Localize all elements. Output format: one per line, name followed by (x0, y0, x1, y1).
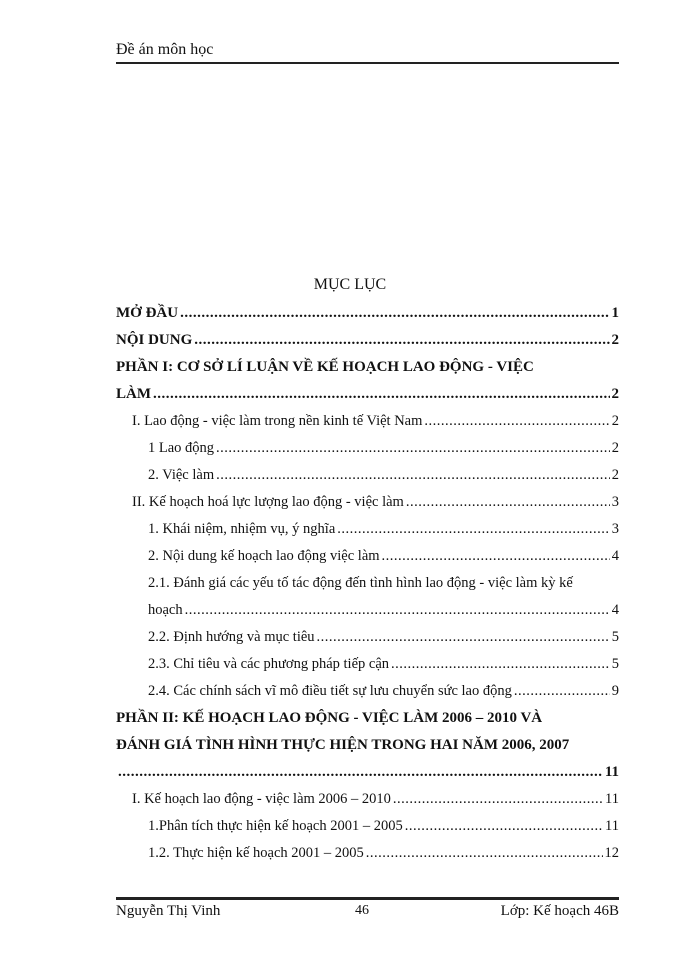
toc-entry-label-line1: PHẦN I: CƠ SỞ LÍ LUẬN VỀ KẾ HOẠCH LAO ĐỘNG - VIỆC (116, 359, 534, 375)
dot-leader (216, 435, 610, 462)
toc-entry-page: 3 (611, 521, 619, 537)
toc-entry-p1-i-2[interactable] (116, 462, 619, 489)
toc-entry-label: NỘI DUNG (116, 332, 193, 348)
toc-entry-p1-ii-1[interactable] (116, 516, 619, 543)
toc-entry-label-line1: 2.1. Đánh giá các yếu tố tác động đến tình hình lao động - việc làm kỳ kế (148, 575, 573, 591)
dot-leader (153, 381, 610, 408)
toc-entry-label: II. Kế hoạch hoá lực lượng lao động - việc làm (132, 494, 404, 510)
table-of-contents (116, 300, 619, 867)
dot-leader (391, 651, 610, 678)
toc-entry-p1-ii-2-4[interactable] (116, 678, 619, 705)
dot-leader (406, 489, 610, 516)
toc-entry-page: 4 (611, 548, 619, 564)
dot-leader (185, 597, 610, 624)
toc-entry-page: 2 (611, 386, 619, 402)
toc-entry-page: 11 (605, 818, 619, 834)
dot-leader (180, 300, 609, 327)
toc-entry-noi-dung[interactable] (116, 327, 619, 354)
footer-page-number: 46 (355, 903, 369, 918)
toc-entry-label-line2: ĐÁNH GIÁ TÌNH HÌNH THỰC HIỆN TRONG HAI NĂM 2006, 2007 (116, 737, 570, 753)
toc-entry-label: 1.2. Thực hiện kế hoạch 2001 – 2005 (148, 845, 364, 861)
toc-entry-p1-ii-2-3[interactable] (116, 651, 619, 678)
toc-entry-page: 2 (611, 467, 619, 483)
toc-title: MỤC LỤC (313, 276, 387, 293)
toc-entry-label: MỞ ĐẦU (116, 305, 179, 321)
toc-entry-page: 2 (611, 440, 619, 456)
toc-entry-p1-ii-2-1[interactable] (116, 570, 619, 624)
toc-entry-p2-i[interactable] (116, 786, 619, 813)
dot-leader (118, 759, 603, 786)
toc-entry-p1-ii-2-2[interactable] (116, 624, 619, 651)
toc-entry-phan-1[interactable] (116, 354, 619, 408)
toc-entry-label-line1: PHẦN II: KẾ HOẠCH LAO ĐỘNG - VIỆC LÀM 2006 – 2010 VÀ (116, 710, 543, 726)
dot-leader (393, 786, 603, 813)
toc-entry-p1-ii[interactable] (116, 489, 619, 516)
toc-entry-label: 2.4. Các chính sách vĩ mô điều tiết sự lưu chuyển sức lao động (148, 683, 512, 699)
toc-entry-page: 2 (611, 332, 619, 348)
toc-entry-mo-dau[interactable] (116, 300, 619, 327)
toc-entry-label-line2: LÀM (116, 386, 151, 402)
footer-author: Nguyễn Thị Vinh (116, 903, 221, 919)
toc-entry-page: 3 (611, 494, 619, 510)
toc-entry-label: 2. Nội dung kế hoạch lao động việc làm (148, 548, 380, 564)
toc-entry-page: 12 (604, 845, 619, 861)
dot-leader (405, 813, 603, 840)
toc-entry-page: 5 (611, 656, 619, 672)
toc-entry-label: I. Lao động - việc làm trong nền kinh tế Việt Nam (132, 413, 423, 429)
toc-entry-page: 2 (611, 413, 619, 429)
footer-class: Lớp: Kế hoạch 46B (500, 903, 619, 919)
toc-entry-label: I. Kế hoạch lao động - việc làm 2006 – 2010 (132, 791, 391, 807)
toc-entry-label: 1. Khái niệm, nhiệm vụ, ý nghĩa (148, 521, 336, 537)
toc-entry-p1-i[interactable] (116, 408, 619, 435)
dot-leader (366, 840, 603, 867)
toc-entry-p1-i-1[interactable] (116, 435, 619, 462)
toc-entry-page: 1 (611, 305, 619, 321)
dot-leader (514, 678, 610, 705)
header-divider (116, 62, 619, 64)
dot-leader (216, 462, 610, 489)
toc-entry-phan-2[interactable] (116, 705, 619, 786)
dot-leader (424, 408, 609, 435)
toc-entry-page: 11 (605, 791, 619, 807)
toc-entry-page: 4 (611, 602, 619, 618)
toc-entry-label: 2.3. Chỉ tiêu và các phương pháp tiếp cận (148, 656, 390, 672)
dot-leader (317, 624, 610, 651)
page-header-title: Đề án môn học (116, 41, 214, 58)
toc-entry-page: 9 (611, 683, 619, 699)
toc-entry-label-line2: hoạch (148, 602, 183, 618)
toc-entry-p2-i-1-2[interactable] (116, 840, 619, 867)
toc-entry-label: 2. Việc làm (148, 467, 215, 483)
dot-leader (382, 543, 610, 570)
toc-entry-page: 11 (604, 764, 619, 780)
dot-leader (337, 516, 609, 543)
dot-leader (194, 327, 609, 354)
toc-entry-label: 2.2. Định hướng và mục tiêu (148, 629, 315, 645)
toc-entry-label: 1 Lao động (148, 440, 215, 456)
toc-entry-label: 1.Phân tích thực hiện kế hoạch 2001 – 2005 (148, 818, 403, 834)
toc-entry-page: 5 (611, 629, 619, 645)
footer-divider (116, 897, 619, 900)
toc-entry-p1-ii-2[interactable] (116, 543, 619, 570)
toc-entry-p2-i-1[interactable] (116, 813, 619, 840)
